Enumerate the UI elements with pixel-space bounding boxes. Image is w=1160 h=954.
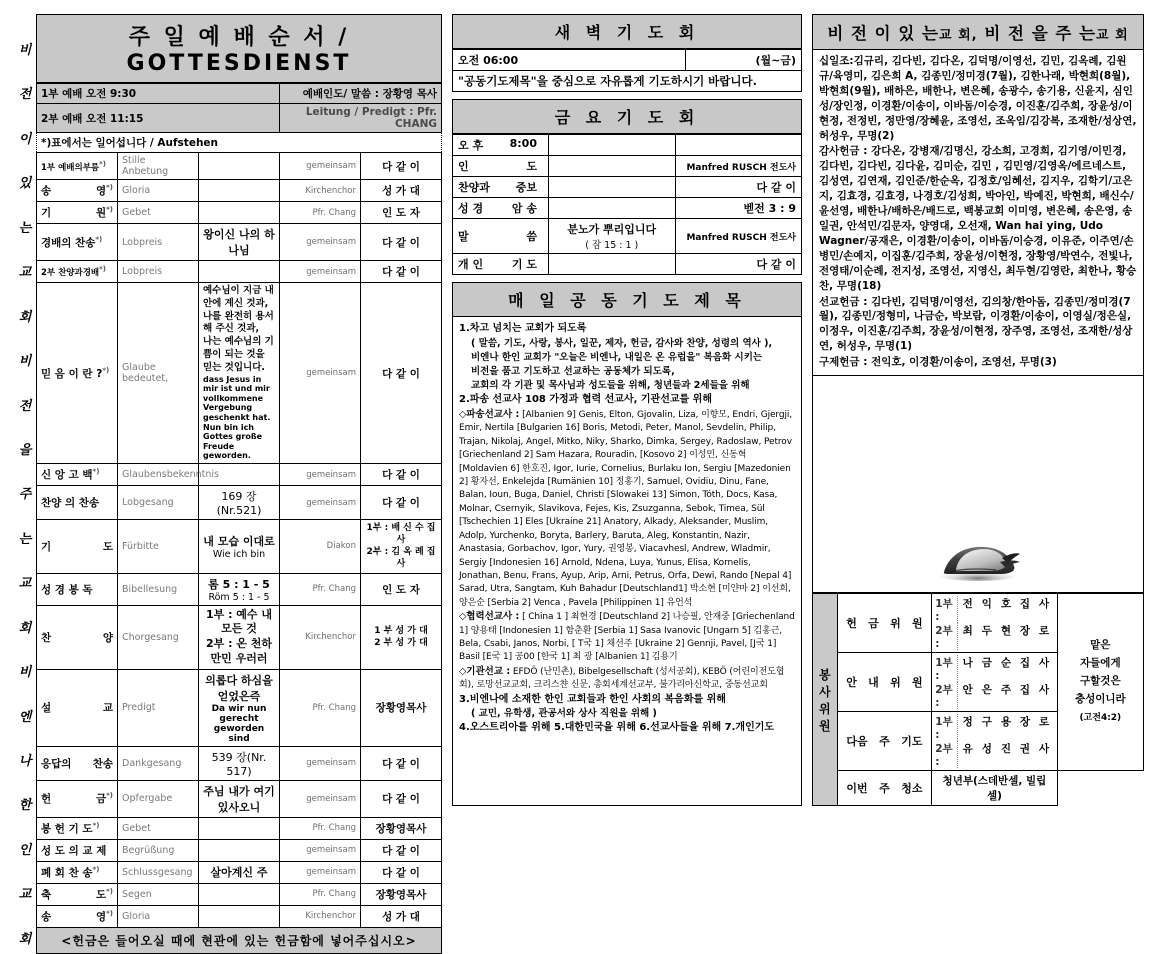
table-row (37, 839, 442, 861)
friday-item-person: Manfred RUSCH 전도사 (675, 156, 802, 177)
leader-name: 성 가 대 (382, 185, 420, 197)
order-item-german: Gloria (118, 180, 199, 202)
table-row (37, 486, 442, 520)
asterisk-marker: *) (99, 159, 107, 168)
duty-people (932, 712, 1057, 771)
leader-name: 장황영목사 (375, 822, 427, 835)
vision-title-part2: 교 회, (939, 28, 978, 43)
order-item-korean: 찬양 의 찬송 (37, 486, 118, 520)
vertical-slogan-char: 는 (18, 531, 32, 547)
order-item-content (199, 605, 280, 669)
order-item-role: gemeinsam (280, 464, 361, 486)
leader-name: 다 같 이 (382, 469, 420, 482)
table-row (37, 883, 442, 905)
vertical-slogan-char: 나 (18, 754, 32, 769)
duty-vertical-label: 봉 사 위 원 (813, 594, 838, 806)
order-item-german: Dankgesang (118, 746, 199, 780)
leader-name: 인 도 자 (382, 207, 420, 219)
order-item-content (199, 153, 280, 180)
order-item-korean: 신 앙 고 백*) (37, 464, 118, 486)
duty-part1-prefix: 1부 : (935, 716, 953, 741)
leader-names: 1 부 성 가 대 2 부 성 가 대 (374, 626, 428, 649)
order-item-person (361, 464, 442, 486)
vertical-slogan-char: 회 (18, 620, 32, 636)
order-item-role: gemeinsam (280, 261, 361, 283)
order-item-role: Kirchenchor (280, 905, 361, 927)
friday-item-content (549, 254, 676, 275)
missionary-group-label: ◇협력선교사 : (459, 611, 520, 623)
leader-name: 장황영목사 (375, 888, 427, 901)
service-2-label: 2부 예배 오전 11:15 (37, 104, 280, 133)
service-2-leader: Leitung / Predigt : Pfr. CHANG (280, 104, 442, 133)
table-row (37, 202, 442, 224)
vertical-slogan-char: 전 (18, 398, 32, 414)
table-row (453, 156, 802, 177)
order-item-content (199, 520, 280, 574)
item-title: 왕이신 나의 하나님 (203, 228, 275, 257)
order-item-person (361, 839, 442, 861)
order-item-korean: 설 교 (37, 669, 118, 746)
order-item-content (199, 780, 280, 817)
order-item-role: Pfr. Chang (280, 883, 361, 905)
friday-item-person: Manfred RUSCH 전도사 (675, 219, 802, 254)
leader-names: 1부 : 배 신 수 집사 2부 : 김 옥 례 집사 (366, 523, 436, 570)
order-item-person (361, 180, 442, 202)
asterisk-marker: *) (106, 205, 113, 214)
order-item-role: gemeinsam (280, 153, 361, 180)
giving-group (819, 144, 1137, 293)
table-row (37, 780, 442, 817)
giving-category-label: 감사헌금 : (819, 145, 868, 158)
order-item-german: Lobpreis (118, 261, 199, 283)
friday-item-label: 인 도 (453, 156, 549, 177)
duty-verse-ref: (고전4:2) (1079, 712, 1122, 723)
friday-item-content (549, 156, 676, 177)
creed-german: dass Jesus in mir ist und mir vollkommene Vergebung geschenkt hat. Nun bin ich Gottes große Freude geworden. (203, 374, 271, 461)
table-row (453, 50, 802, 71)
order-item-german: Glaubensbekenntnis (118, 464, 199, 486)
offering-footer-note: <헌금은 들어오실 때에 현관에 있는 헌금함에 넣어주십시오> (36, 928, 442, 954)
item-subtitle: Wie ich bin (212, 548, 266, 560)
prayer-topic-detail: 교회의 각 기관 및 목사님과 성도들을 위해, 청년들과 2세들을 위해 (471, 380, 750, 392)
duty-part1-name: 전 익 호 집 사 (957, 596, 1053, 623)
vision-title (812, 14, 1144, 50)
order-item-role: Pfr. Chang (280, 202, 361, 224)
giving-category-label: 선교헌금 : (819, 295, 868, 308)
giving-category-label: 구제헌금 : (819, 356, 868, 369)
friday-prayer-table (452, 134, 802, 275)
order-item-korean: 송 영*) (37, 180, 118, 202)
order-item-content (199, 224, 280, 261)
leader-name: 다 같 이 (382, 866, 420, 879)
friday-item-content (549, 177, 676, 198)
worship-order-table (36, 83, 442, 928)
leader-name: 다 같 이 (382, 367, 420, 380)
asterisk-marker: *) (92, 865, 100, 874)
table-row (453, 198, 802, 219)
duty-people (932, 653, 1057, 712)
page-title: 주 일 예 배 순 서 / GOTTESDIENST (36, 14, 442, 83)
prayer-topic-heading: 4.오스트리아를 위해 5.대한민국을 위해 6.선교사들을 위해 7.개인기도 (459, 722, 775, 734)
illustration-area (812, 376, 1144, 593)
duty-part2-name: 최 두 현 장 로 (957, 623, 1053, 650)
order-item-content (199, 839, 280, 861)
prayer-topic-heading: 1.차고 넘치는 교회가 되도록 (459, 323, 587, 334)
table-row (37, 283, 442, 464)
order-item-german: Bibellesung (118, 573, 199, 605)
dawn-note: "공동기도제목"을 중심으로 자유롭게 기도하시기 바랍니다. (453, 71, 802, 92)
item-subtitle: Da wir nun gerecht geworden sind (211, 703, 267, 744)
service-1-leader: 예배인도/ 말씀 : 장황영 목사 (280, 84, 442, 104)
prayer-meetings-column (452, 14, 802, 806)
order-item-content (199, 202, 280, 224)
dawn-prayer-table (452, 49, 802, 92)
table-row (37, 905, 442, 927)
order-item-person (361, 153, 442, 180)
standing-note: *)표에서는 일어섭니다 / Aufstehen (37, 133, 442, 153)
friday-item-label: 개 인 기 도 (453, 254, 549, 275)
friday-item-label: 성 경 암 송 (453, 198, 549, 219)
vertical-slogan-char: 이 (18, 131, 32, 147)
order-item-content (199, 817, 280, 839)
order-item-person (361, 486, 442, 520)
vision-title-part1: 비 전 이 있 는 (827, 24, 939, 43)
duty-role: 이번 주 청소 (837, 771, 932, 806)
order-item-korean: 2부 찬양과경배*) (37, 261, 118, 283)
duty-part2-name: 유 성 진 권 사 (957, 741, 1053, 768)
vertical-slogan-char: 한 (18, 798, 32, 814)
order-item-person (361, 283, 442, 464)
dawn-time: 오전 06:00 (453, 50, 686, 71)
asterisk-marker: *) (92, 821, 100, 830)
order-item-person (361, 669, 442, 746)
table-row (37, 464, 442, 486)
leader-name: 다 같 이 (382, 236, 420, 249)
order-item-role: Pfr. Chang (280, 669, 361, 746)
order-item-content (199, 283, 280, 464)
friday-item-label: 말 씀 (453, 219, 549, 254)
giving-records (812, 50, 1144, 376)
message-title: 분노가 뿌리입니다 (567, 223, 657, 236)
asterisk-marker: *) (106, 909, 113, 918)
duty-part2-prefix: 2부 : (935, 743, 953, 768)
daily-prayer-list (452, 317, 802, 806)
standing-note-row (37, 133, 442, 153)
table-row (37, 520, 442, 574)
message-ref: ( 잠 15 : 1 ) (585, 240, 639, 251)
order-item-role: gemeinsam (280, 283, 361, 464)
order-item-content (199, 573, 280, 605)
asterisk-marker: *) (95, 235, 103, 243)
order-item-person (361, 202, 442, 224)
vertical-slogan-char: 있 (18, 176, 32, 192)
vertical-slogan-char: 회 (18, 309, 32, 325)
giving-group (819, 295, 1137, 355)
giving-names: 강다온, 강병재/김명신, 강소희, 고경희, 김기영/이민경, 김다빈, 김다빈, 김다윤, 김미순, 김민 , 김민영/김영옥/에르네스트, 김성연, 김연재, 김인준/한순옥, 김정호/임혜선, 김지우, 김학기/고은지, 김효경, 김효경, 나경호/김성희, 박아인, 박예진, 박현희, 배신수/윤선영, 배한나/배하은/배드로, 백봉교회 이미영, 변은혜, 송은영, 송일권, 안석민/김문자, 양영대, 오선재, Wan hai ying, Udo Wagner/공재은, 이경환/이송이, 이바돔/이승경, 이유준, 이주연/손병민/손예지, 이집훈/김주희, 장윤성/이현정, 장황영/박연수, 전빛나, 전영태/이순례, 전지성, 조영선, 지영신, 최두현/김영란, 최한나, 황승찬, 무명(18) (819, 145, 1137, 292)
prayer-topic-detail: ( 말씀, 기도, 사랑, 봉사, 일꾼, 제자, 헌금, 감사와 찬양, 성령의 역사 ), (471, 337, 773, 349)
item-title: 의롭다 하심을 얻었은즉 (205, 673, 273, 703)
order-item-role: gemeinsam (280, 780, 361, 817)
order-item-role: gemeinsam (280, 224, 361, 261)
duty-part2-name: 안 은 주 집 사 (957, 682, 1053, 709)
order-item-person (361, 817, 442, 839)
praying-figure-illustration (930, 528, 1026, 582)
order-item-korean: 봉 헌 기 도*) (37, 817, 118, 839)
leader-name: 다 같 이 (382, 266, 420, 278)
prayer-topic-detail: 비엔나 한인 교회가 "오늘은 비엔나, 내일은 온 유럽을" 복음화 시키는 (471, 351, 763, 363)
order-item-person (361, 605, 442, 669)
duty-people: 청년부(스데반셀, 빌립셀) (932, 771, 1057, 806)
friday-item-person (675, 135, 802, 156)
order-item-person (361, 573, 442, 605)
table-row (453, 254, 802, 275)
order-item-german: Fürbitte (118, 520, 199, 574)
giving-category-label: 십일조: (819, 55, 854, 67)
order-item-korean: 축 도*) (37, 883, 118, 905)
creed-korean: 예수님이 지금 내 안에 계신 것과, 나를 완전히 용서해 주신 것과, 나는 예수님의 기쁨이 되는 것을 믿는 것입니다. (203, 285, 274, 373)
friday-item-label: 오 후 8:00 (453, 135, 549, 156)
table-row (453, 219, 802, 254)
table-row (37, 817, 442, 839)
order-item-german: Stille Anbetung (118, 153, 199, 180)
dawn-prayer-title: 새 벽 기 도 회 (452, 14, 802, 49)
order-item-korean: 1부 예배의부름*) (37, 153, 118, 180)
duty-role: 다음 주 기도 (837, 712, 932, 771)
giving-names: 전익호, 이경환/이송이, 조영선, 무명(3) (867, 356, 1057, 369)
vertical-slogan-char: 을 (18, 442, 32, 458)
item-subtitle: Röm 5 : 1 - 5 (208, 591, 270, 603)
asterisk-marker: *) (106, 791, 113, 800)
friday-item-person: 벧전 3 : 9 (675, 198, 802, 219)
table-row (453, 71, 802, 92)
giving-group (819, 355, 1137, 370)
order-item-german: Chorgesang (118, 605, 199, 669)
table-row (37, 224, 442, 261)
table-row (37, 669, 442, 746)
prayer-topic-detail: 비전을 품고 기도하고 선교하는 공동체가 되도록, (471, 366, 675, 378)
item-title: 내 모습 이대로 (203, 534, 275, 548)
vertical-slogan-char: 비 (18, 354, 32, 370)
table-row (813, 594, 1144, 653)
vertical-slogan-char: 엔 (18, 709, 32, 725)
missionary-names: [Albanien 9] Genis, Elton, Gjovalin, Liza, 이향모, Endri, Gjergji, Emir, Nertila [Bulgarien 16] Boris, Metodi, Peter, Manol, Sevdelin, Philip, Trajan, Nikolaj, Angel, Mitko, Niky, Sharko, Dimka, Sergey, Radoslaw, Petrov [Griechenland 2] Sam Hazara, Rouradin, [Kosovo 2] 이성민, 신동혁 [Moldavien 6] 한호진, Igor, Iurie, Cornelius, Burlaku Ion, Sergiu [Mazedonien 2] 황자선, Enkelejda [Rumänien 10] 정홍기, Samuel, Ovidiu, Dinu, Fane, Balan, Ioun, Buga, Daniel, Christi [Slowakei 13] Simon, Tóth, Docs, Kasa, Molnar, Csernyik, Slavikova, Fejes, Kis, Zsuzganna, Sebok, Timea, Sül [Tschechien 1] Eles [Ukraine 21] Anatory, Alkady, Aleksander, Muslim, Adolp, Yurchenko, Boryta, Barlery, Baruta, Aleg, Konstantin, Nazir, Anastasia, Gorbachov, Igor, Yury, 권영봉, Viacavhesl, Andrew, Wladmir, Sergiy [Indonesien 16] Arnold, Ndena, Luya, Yunus, Elisa, Kornelis, Jonathan, Benu, Frans, Ayup, Arip, Arni, Petrus, Orfa, Dewi, Rando [Nepal 4] Sarad, Utra, Sangtam, Kuh Bahadur [Deutschland1] 박소현 [미얀마 2] 이선희, 양은순 [Serbia 2] Venca , Pavela [Philippinen 1] 유언석 (459, 410, 793, 608)
order-item-role: Kirchenchor (280, 605, 361, 669)
vertical-slogan-char: 회 (18, 931, 32, 947)
friday-item-content (549, 219, 676, 254)
service-1-row (37, 84, 442, 104)
order-item-content (199, 180, 280, 202)
giving-group (819, 54, 1137, 143)
item-title: 살아계신 주 (210, 866, 268, 880)
order-item-person (361, 780, 442, 817)
order-item-person (361, 224, 442, 261)
table-row (453, 177, 802, 198)
order-item-korean: 믿 음 이 란 ?*) (37, 283, 118, 464)
asterisk-marker: *) (99, 265, 107, 274)
order-item-person (361, 520, 442, 574)
order-item-role: Pfr. Chang (280, 573, 361, 605)
missionary-group-label: ◇기관선교 : (459, 665, 511, 677)
item-title: 169 장 (Nr.521) (216, 490, 262, 518)
prayer-topic-heading: 3.비엔나에 소재한 한인 교회들과 한인 사회의 복음화를 위해 (459, 693, 726, 705)
order-item-person (361, 261, 442, 283)
table-row (37, 861, 442, 883)
friday-prayer-title: 금 요 기 도 회 (452, 99, 802, 134)
missionary-group (459, 610, 795, 664)
daily-prayer-title: 매 일 공 동 기 도 제 목 (452, 282, 802, 317)
order-item-korean: 성 경 봉 독 (37, 573, 118, 605)
vertical-slogan-char: 비 (18, 665, 32, 681)
vertical-slogan-strip (14, 14, 36, 954)
friday-item-person: 다 같 이 (675, 254, 802, 275)
prayer-topic-heading: 2.파송 선교사 108 가정과 협력 선교사, 기관선교를 위해 (459, 394, 712, 406)
duty-people (932, 594, 1057, 653)
order-item-content (199, 486, 280, 520)
vision-title-part3: 비 전 을 주 는 (984, 24, 1097, 43)
order-item-role: gemeinsam (280, 746, 361, 780)
table-row (453, 135, 802, 156)
leader-name: 다 같 이 (382, 497, 420, 510)
dawn-days: (월~금) (685, 50, 801, 71)
table-row (37, 153, 442, 180)
vertical-slogan-char: 인 (18, 842, 32, 858)
vertical-slogan-char: 비 (18, 43, 32, 58)
order-item-content (199, 883, 280, 905)
service-1-label: 1부 예배 오전 9:30 (37, 84, 280, 104)
asterisk-marker: *) (92, 467, 100, 476)
order-item-korean: 폐 회 찬 송*) (37, 861, 118, 883)
order-item-role: Pfr. Chang (280, 817, 361, 839)
order-item-person (361, 883, 442, 905)
friday-item-content (549, 135, 676, 156)
order-item-german: Gloria (118, 905, 199, 927)
duty-role: 안 내 위 원 (837, 653, 932, 712)
order-item-content (199, 905, 280, 927)
duty-part2-prefix: 2부 : (935, 684, 953, 709)
order-item-role: gemeinsam (280, 839, 361, 861)
table-row (37, 746, 442, 780)
asterisk-marker: *) (102, 366, 110, 375)
missionary-names: [ China 1 ] 최현경 [Deutschland 2] 나승필, 안재중 [Griechenland 1] 양용태 [Indonesien 1] 함춘환 [Serbia 1] Sasa Ivanovic [Ungarn 5] 김홍근, Bela, Csabi, Janos, Norbi, [ T국 1] 채선주 [Ukraine 2] Gennji, Pavel, [J국 1] Basil [E국 1] 공00 [한국 1] 최 광 [Albanien 1] 김용기 (459, 612, 795, 663)
order-item-role: Diakon (280, 520, 361, 574)
vertical-slogan-char: 교 (18, 265, 32, 281)
order-item-person (361, 861, 442, 883)
service-2-row (37, 104, 442, 133)
duty-part1-prefix: 1부 : (935, 657, 953, 682)
order-item-korean: 성 도 의 교 제 (37, 839, 118, 861)
order-item-content (199, 861, 280, 883)
order-item-korean: 헌 금*) (37, 780, 118, 817)
missionary-names: EFDÖ (난민촌), Bibelgesellschaft (성서공회), KEBÖ (어린이전도협회), 로망선교교회, 크리스챤 신문, 총회세계선교부, 불가리아신학교, 중동선교회 (459, 666, 785, 691)
asterisk-marker: *) (106, 183, 113, 192)
order-item-person (361, 905, 442, 927)
order-item-german: Gebet (118, 202, 199, 224)
order-item-german: Opfergabe (118, 780, 199, 817)
table-row (37, 261, 442, 283)
table-row (813, 771, 1144, 806)
item-title: 롬 5 : 1 - 5 (208, 577, 270, 591)
leader-name: 다 같 이 (382, 757, 420, 770)
friday-item-content (549, 198, 676, 219)
order-item-german: Predigt (118, 669, 199, 746)
order-item-german: Schlussgesang (118, 861, 199, 883)
order-item-korean: 기 원*) (37, 202, 118, 224)
missionary-group-label: ◇파송선교사 : (459, 409, 520, 421)
prayer-topic-detail: ( 교민, 유학생, 관공서와 상사 직원을 위해 ) (471, 708, 657, 720)
order-item-korean: 응답의 찬송 (37, 746, 118, 780)
order-item-content (199, 746, 280, 780)
duty-part1-name: 나 금 순 집 사 (957, 655, 1053, 682)
table-row (37, 573, 442, 605)
order-item-german: Gebet (118, 817, 199, 839)
table-row (37, 180, 442, 202)
order-item-german: Glaube bedeutet, (118, 283, 199, 464)
order-item-korean: 찬 양 (37, 605, 118, 669)
friday-item-label: 찬양과 중보 (453, 177, 549, 198)
order-item-korean: 경배의 찬송*) (37, 224, 118, 261)
duty-verse: 맡은 자들에게 구할것은 충성이니라 (고전4:2) (1057, 594, 1143, 771)
order-item-korean: 송 영*) (37, 905, 118, 927)
order-item-content (199, 669, 280, 746)
leader-name: 다 같 이 (382, 793, 420, 806)
order-item-content (199, 261, 280, 283)
service-duty-table (812, 593, 1144, 806)
vertical-slogan-char: 주 (18, 487, 32, 503)
item-title: 주님 내가 여기 있사오니 (203, 784, 275, 814)
vertical-slogan-char: 는 (18, 220, 32, 236)
leader-name: 성 가 대 (382, 910, 420, 923)
order-item-person (361, 746, 442, 780)
order-item-german: Lobgesang (118, 486, 199, 520)
order-item-german: Begrüßung (118, 839, 199, 861)
order-item-german: Segen (118, 883, 199, 905)
order-item-role: gemeinsam (280, 486, 361, 520)
order-item-role: gemeinsam (280, 861, 361, 883)
duty-part1-name: 정 구 용 장 로 (957, 714, 1053, 741)
vertical-slogan-char: 교 (18, 576, 32, 592)
duty-part1-prefix: 1부 : (935, 598, 953, 623)
giving-names: 김규리, 김다빈, 김다온, 김덕명/이영선, 김민, 김옥례, 김원규/육영미, 김은희 A, 김종민/정미경(7월), 김한나래, 박현희(8월), 박현희(9월), 배하은, 배한나, 변은혜, 송광수, 송기용, 신윤지, 심인성/장인정, 이경환/이송이, 이바돔/이승경, 이진훈/김주희, 장윤성/이현정, 전정빈, 정만영/장혜윤, 조영선, 조옥임/김강복, 조재한/성상연, 허성우, 무명(2) (819, 55, 1137, 142)
leader-name: 다 같 이 (382, 844, 420, 857)
table-row (37, 605, 442, 669)
item-title: 539 장(Nr. 517) (211, 750, 267, 778)
duty-part2-prefix: 2부 : (935, 625, 953, 650)
vertical-slogan-char: 교 (18, 887, 32, 903)
song-titles: 1부 : 예수 내 모든 것 2부 : 온 천하 만민 우러러 (205, 607, 273, 666)
vision-title-part4: 교 회 (1096, 28, 1129, 43)
missionary-group (459, 665, 795, 692)
vertical-slogan-char: 전 (18, 87, 32, 103)
missionary-group (459, 408, 795, 609)
worship-order-column (14, 14, 442, 948)
asterisk-marker: *) (106, 887, 113, 896)
order-item-korean: 기 도 (37, 520, 118, 574)
leader-name: 다 같 이 (382, 160, 420, 173)
order-item-german: Lobpreis (118, 224, 199, 261)
vision-giving-column (812, 14, 1144, 806)
leader-name: 인 도 자 (382, 583, 420, 596)
giving-names: 김다빈, 김덕명/이영선, 김의창/한아돔, 김종민/정미경(7월), 김종민/정형미, 나금순, 박보람, 이경환/이송이, 이영실/정은실, 이정우, 이진훈/김주희, 장윤성/이현정, 장주영, 조영선, 조재한/성상연, 허성우, 무명(1) (819, 295, 1133, 353)
order-item-role: Kirchenchor (280, 180, 361, 202)
leader-name: 장황영목사 (375, 702, 427, 715)
friday-item-person: 다 같 이 (675, 177, 802, 198)
duty-role: 헌 금 위 원 (837, 594, 932, 653)
